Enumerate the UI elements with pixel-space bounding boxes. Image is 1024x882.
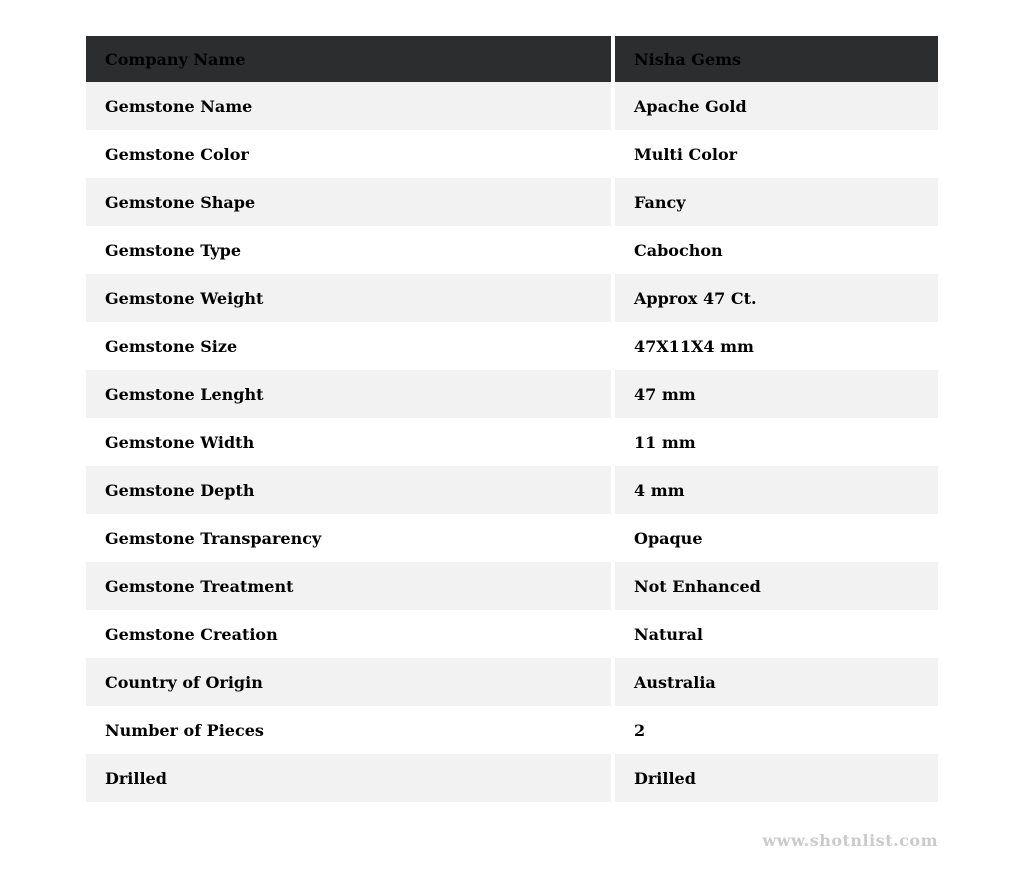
row-value: Cabochon [615, 226, 938, 274]
table-row [86, 370, 938, 418]
row-label: Gemstone Width [86, 418, 611, 466]
watermark-text: www.shotnlist.com [762, 831, 938, 850]
table-row [86, 514, 938, 562]
row-label: Country of Origin [86, 658, 611, 706]
row-label: Gemstone Size [86, 322, 611, 370]
table-row [86, 658, 938, 706]
row-label: Gemstone Transparency [86, 514, 611, 562]
row-value: 2 [615, 706, 938, 754]
row-label: Gemstone Depth [86, 466, 611, 514]
table-row [86, 418, 938, 466]
table-row [86, 274, 938, 322]
header-company-value: Nisha Gems [615, 36, 938, 82]
row-value: 47 mm [615, 370, 938, 418]
row-value: Not Enhanced [615, 562, 938, 610]
table-row [86, 466, 938, 514]
header-company-name: Company Name [86, 36, 611, 82]
row-value: Multi Color [615, 130, 938, 178]
table-row [86, 322, 938, 370]
row-value: 4 mm [615, 466, 938, 514]
row-value: Apache Gold [615, 82, 938, 130]
row-label: Gemstone Creation [86, 610, 611, 658]
table-body [86, 82, 938, 802]
row-value: Drilled [615, 754, 938, 802]
row-label: Gemstone Name [86, 82, 611, 130]
table-row [86, 130, 938, 178]
table-row [86, 562, 938, 610]
table-row [86, 82, 938, 130]
row-label: Drilled [86, 754, 611, 802]
row-value: Australia [615, 658, 938, 706]
row-label: Gemstone Type [86, 226, 611, 274]
row-value: Approx 47 Ct. [615, 274, 938, 322]
row-value: Natural [615, 610, 938, 658]
row-value: 47X11X4 mm [615, 322, 938, 370]
table-row [86, 226, 938, 274]
row-value: Opaque [615, 514, 938, 562]
table-row [86, 706, 938, 754]
row-label: Number of Pieces [86, 706, 611, 754]
table-row [86, 178, 938, 226]
row-value: Fancy [615, 178, 938, 226]
row-label: Gemstone Lenght [86, 370, 611, 418]
gemstone-spec-table [86, 36, 938, 802]
row-label: Gemstone Shape [86, 178, 611, 226]
row-label: Gemstone Treatment [86, 562, 611, 610]
table-row [86, 754, 938, 802]
row-label: Gemstone Color [86, 130, 611, 178]
row-value: 11 mm [615, 418, 938, 466]
table-row [86, 610, 938, 658]
row-label: Gemstone Weight [86, 274, 611, 322]
table-header-row [86, 36, 938, 82]
